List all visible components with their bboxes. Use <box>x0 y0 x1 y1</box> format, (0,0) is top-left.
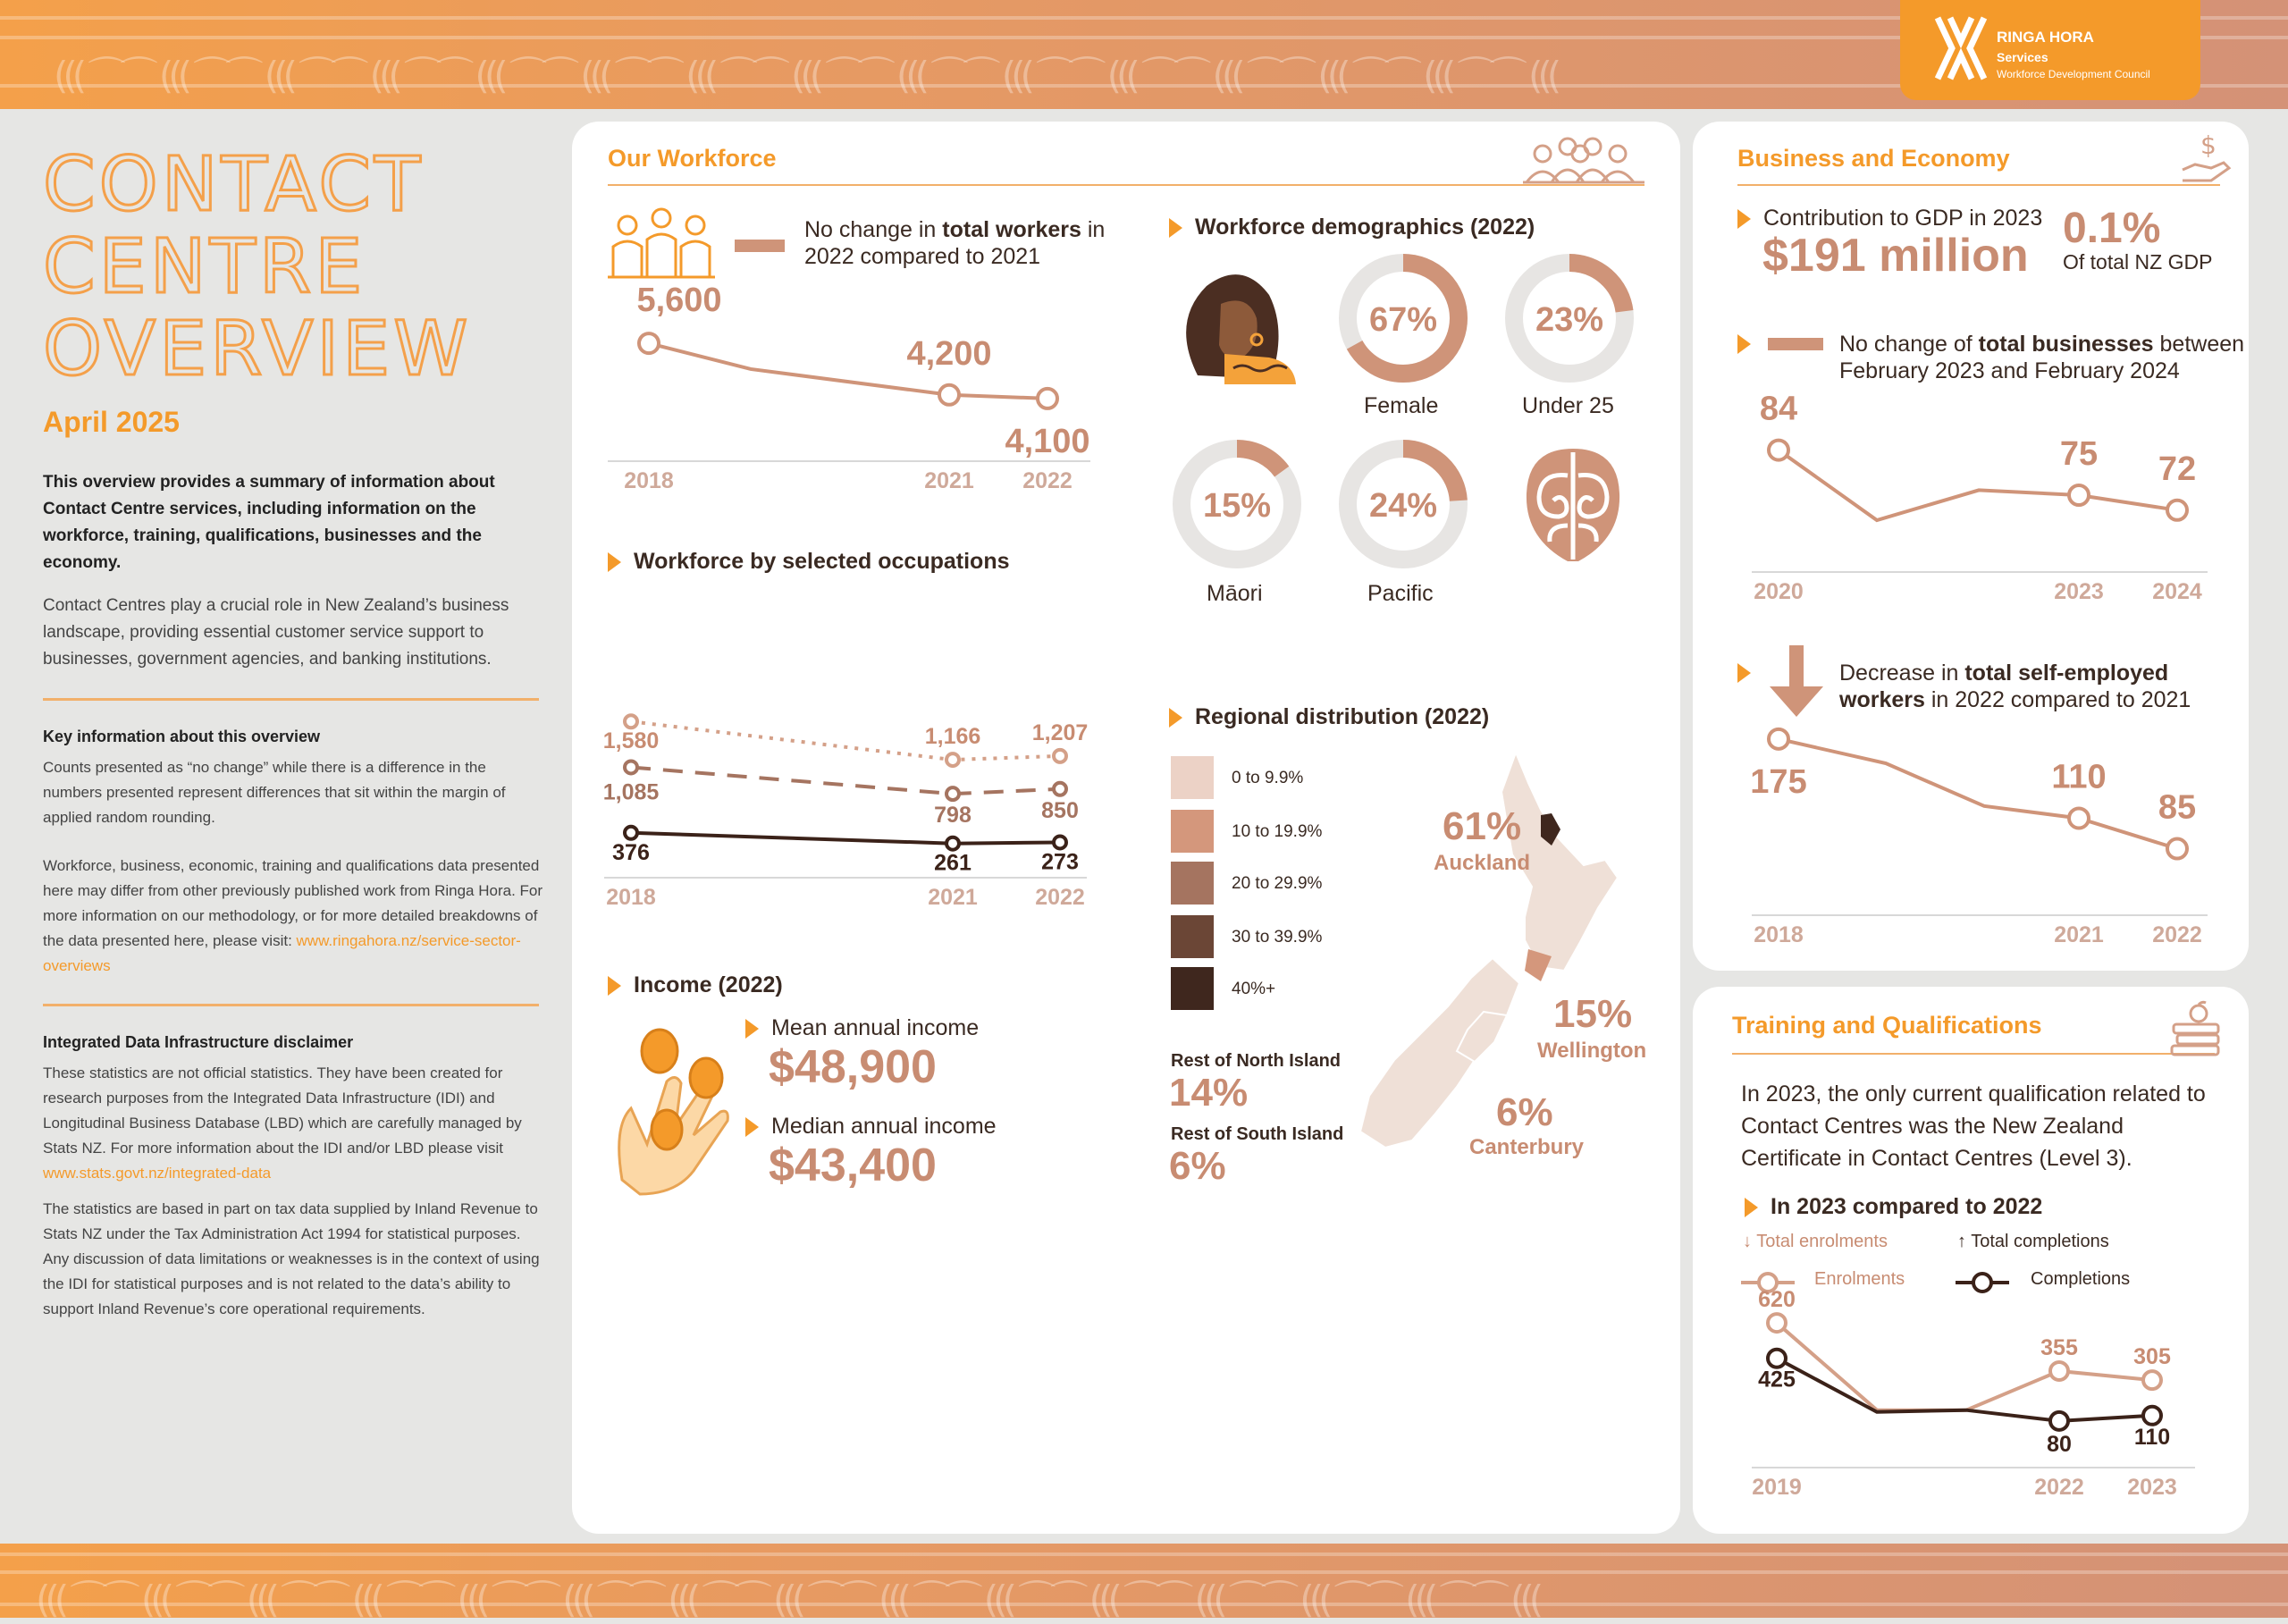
data-label: 620 <box>1758 1287 1796 1313</box>
businesses-change-text: No change of total businesses between February 2023 and February 2024 <box>1839 332 2245 383</box>
koru-icon <box>1519 440 1627 565</box>
series-line <box>631 721 1060 760</box>
data-label: 4,100 <box>1005 422 1090 460</box>
rest-south-label: Rest of South Island <box>1171 1124 1344 1144</box>
donut-value: 23% <box>1535 301 1604 339</box>
mean-income-label: Mean annual income <box>745 1015 979 1041</box>
canterbury-value: 6% <box>1496 1090 1553 1134</box>
wellington-label: Wellington <box>1537 1039 1647 1063</box>
training-chart <box>1734 1287 2216 1500</box>
data-point <box>2050 1412 2068 1430</box>
donut-label-pacific: Pacific <box>1367 581 1434 606</box>
data-point <box>2167 501 2187 520</box>
org-desc: Workforce Development Council <box>1997 68 2150 80</box>
bullet-icon <box>1737 334 1751 354</box>
no-change-dash-icon <box>1768 338 1823 350</box>
legend-label-2: 20 to 29.9% <box>1232 874 1323 893</box>
rest-south-value: 6% <box>1169 1144 1226 1188</box>
demographics-donuts <box>1162 250 1662 626</box>
no-change-dash-icon <box>735 240 785 252</box>
series-line <box>1779 739 2177 849</box>
data-label: 850 <box>1041 797 1079 823</box>
org-sub: Services <box>1997 50 2048 64</box>
x-tick-label: 2023 <box>2127 1475 2177 1500</box>
mean-income-value: $48,900 <box>769 1041 937 1093</box>
data-point <box>625 761 637 773</box>
x-tick-label: 2019 <box>1752 1475 1802 1500</box>
completions-legend-marker <box>1956 1269 2009 1296</box>
completions-legend-label: Completions <box>2031 1269 2131 1289</box>
x-tick-label: 2022 <box>1035 885 1085 910</box>
coins-hand-icon <box>604 1019 747 1198</box>
data-label: 80 <box>2047 1431 2072 1457</box>
data-label: 355 <box>2040 1334 2078 1360</box>
data-label: 425 <box>1758 1367 1796 1393</box>
data-point <box>946 753 959 766</box>
ringa-hora-logo-icon <box>1932 14 1989 82</box>
data-point <box>1054 750 1066 762</box>
data-label: 72 <box>2158 450 2197 488</box>
data-point <box>1054 783 1066 795</box>
x-tick-label: 2018 <box>606 885 656 910</box>
idi-text-2: The statistics are based in part on tax data supplied by Inland Revenue to Stats NZ under the Tax Administration Act 1994 for statistical purposes. Any discussion of data limitations or weaknesses is in the context of using the IDI for statistical purposes and is not related to the data’s ability to support Inland Revenue’s core operational requirements. <box>43 1200 540 1317</box>
rest-north-label: Rest of North Island <box>1171 1051 1342 1071</box>
left-column <box>43 140 543 1322</box>
data-label: 1,085 <box>602 779 660 805</box>
legend-swatch-4 <box>1171 967 1214 1010</box>
books-apple-icon <box>2168 1001 2224 1056</box>
legend-label-4: 40%+ <box>1232 980 1276 998</box>
heading-rule <box>1737 184 2220 186</box>
gdp-label: Contribution to GDP in 2023 <box>1737 206 2042 231</box>
median-income-label: Median annual income <box>745 1114 997 1140</box>
data-point <box>1769 729 1788 749</box>
enrolments-legend-label: Enrolments <box>1814 1269 1905 1289</box>
data-point <box>1768 1350 1786 1367</box>
data-label: 1,166 <box>924 724 981 750</box>
income-heading: Income (2022) <box>608 972 783 998</box>
idi-heading: Integrated Data Infrastructure disclaimer <box>43 1033 354 1051</box>
bullet-icon <box>1737 663 1751 683</box>
donut-label-under25: Under 25 <box>1522 393 1614 418</box>
data-point <box>946 837 959 850</box>
data-point <box>2143 1371 2161 1389</box>
training-heading: Training and Qualifications <box>1732 1012 2042 1039</box>
legend-swatch-3 <box>1171 915 1214 958</box>
data-label: 4,200 <box>906 334 992 373</box>
gdp-value: $191 million <box>1762 230 2029 282</box>
x-tick-label: 2022 <box>2152 922 2202 947</box>
decrease-arrow-icon <box>1768 645 1825 719</box>
legend-label-1: 10 to 19.9% <box>1232 822 1323 841</box>
data-point <box>939 385 959 405</box>
x-tick-label: 2020 <box>1754 579 1804 604</box>
legend-label-0: 0 to 9.9% <box>1232 769 1304 787</box>
data-label: 85 <box>2158 788 2197 827</box>
self-employed-change-text: Decrease in total self-employed workers in 2022 compared to 2021 <box>1839 661 2191 712</box>
self-employed-chart <box>1734 715 2216 947</box>
org-name: RINGA HORA <box>1997 29 2094 46</box>
enrolments-change: ↓ Total enrolments <box>1743 1232 1888 1251</box>
report-date: April 2025 <box>43 406 180 438</box>
data-point <box>946 787 959 800</box>
demographics-heading: Workforce demographics (2022) <box>1169 215 1535 240</box>
auckland-value: 61% <box>1443 804 1522 848</box>
occupations-heading: Workforce by selected occupations <box>608 549 1010 575</box>
compare-heading: In 2023 compared to 2022 <box>1745 1194 2042 1220</box>
people-group-icon <box>1523 134 1644 184</box>
data-point <box>2069 485 2089 505</box>
series-line <box>1779 450 2177 520</box>
legend-swatch-0 <box>1171 756 1214 799</box>
series-line <box>631 833 1060 844</box>
x-tick-label: 2018 <box>624 468 674 493</box>
page-title: CONTACT CENTRE OVERVIEW <box>43 140 472 392</box>
donut-value: 15% <box>1202 487 1272 525</box>
series-line <box>1777 1323 2152 1410</box>
data-point <box>1054 836 1066 848</box>
regional-heading: Regional distribution (2022) <box>1169 704 1489 730</box>
x-tick-label: 2021 <box>924 468 974 493</box>
gdp-share-value: 0.1% <box>2063 205 2161 252</box>
data-point <box>2143 1407 2161 1425</box>
x-tick-label: 2023 <box>2054 579 2104 604</box>
x-tick-label: 2021 <box>928 885 978 910</box>
key-info-text-1: Counts presented as “no change” while there is a difference in the numbers presented represent differences that sit within the margin of applied random rounding. <box>43 759 506 826</box>
methodology-link[interactable]: www.ringahora.nz/service-sector-overviews <box>43 932 521 974</box>
legend-swatch-2 <box>1171 862 1214 905</box>
wellington-value: 15% <box>1553 992 1633 1036</box>
completions-change: ↑ Total completions <box>1957 1232 2109 1251</box>
data-label: 305 <box>2133 1344 2171 1370</box>
money-hand-icon <box>2181 129 2231 186</box>
data-label: 376 <box>612 839 650 865</box>
divider <box>43 698 539 701</box>
idi-text-1: These statistics are not official statistics. They have been created for research purposes from the Integrated Data Infrastructure (IDI) and Longitudinal Business Database (LBD) which are carefully managed by Stats NZ. For more information about the IDI and/or LBD please visit www.stats.govt.nz/integrated-data <box>43 1064 522 1182</box>
series-line <box>631 767 1060 794</box>
data-label: 1,580 <box>602 728 660 754</box>
legend-label-3: 30 to 39.9% <box>1232 928 1323 947</box>
auckland-label: Auckland <box>1434 851 1531 875</box>
data-label: 5,600 <box>636 282 722 320</box>
key-info-text-2: Workforce, business, economic, training and qualifications data presented here may differ from other previously published work from Ringa Hora. For more information on our methodology, or for more detailed breakdowns of the data presented here, please visit: www.ringahora.nz/service-sector-overviews <box>43 857 543 974</box>
gdp-share-label: Of total NZ GDP <box>2063 250 2213 273</box>
ringa-hora-logo <box>1900 0 2200 100</box>
donut-label-maori: Māori <box>1207 581 1263 606</box>
donut-value: 24% <box>1368 487 1438 525</box>
data-point <box>2167 839 2187 859</box>
data-label: 261 <box>934 850 972 876</box>
median-income-value: $43,400 <box>769 1140 937 1191</box>
data-point <box>639 333 659 353</box>
data-point <box>2069 808 2089 828</box>
data-point <box>1768 1314 1786 1332</box>
intro-summary: This overview provides a summary of information about Contact Centre services, including information on the workforce, training, qualifications, businesses and the economy. <box>43 473 495 572</box>
data-label: 798 <box>934 803 972 829</box>
down-arrow-icon: ↓ <box>1743 1232 1752 1251</box>
total-workers-chart <box>608 282 1108 501</box>
businesses-chart <box>1734 390 2216 617</box>
donut-label-female: Female <box>1364 393 1439 418</box>
key-info-heading: Key information about this overview <box>43 728 321 745</box>
up-arrow-icon: ↑ <box>1957 1232 1966 1251</box>
footer-band: ((( ⌒⌒ ((( ⌒⌒ ((( ⌒⌒ ((( ⌒⌒ ((( ⌒⌒ ((( ⌒⌒ ((( ⌒⌒ ((( ⌒⌒ ((( ⌒⌒ ((( ⌒⌒ ((( ⌒⌒ ((( ⌒⌒ ((( ⌒⌒ ((( ⌒⌒ ((( <box>0 1544 2288 1618</box>
data-label: 110 <box>2051 758 2107 796</box>
x-tick-label: 2022 <box>2034 1475 2084 1500</box>
workforce-heading: Our Workforce <box>608 145 777 172</box>
heading-rule <box>1732 1053 2215 1055</box>
data-label: 273 <box>1041 849 1079 875</box>
legend-swatch-1 <box>1171 810 1214 853</box>
canterbury-label: Canterbury <box>1469 1135 1585 1159</box>
x-tick-label: 2018 <box>1754 922 1804 947</box>
header-band: ((( ⌒⌒ ((( ⌒⌒ ((( ⌒⌒ ((( ⌒⌒ ((( ⌒⌒ ((( ⌒⌒ ((( ⌒⌒ ((( ⌒⌒ ((( ⌒⌒ ((( ⌒⌒ ((( ⌒⌒ ((( ⌒⌒ ((( ⌒⌒ ((( ⌒⌒ ((( <box>0 0 2288 109</box>
donut-value: 67% <box>1368 301 1438 339</box>
data-label: 175 <box>1750 762 1807 801</box>
data-label: 75 <box>2059 435 2099 473</box>
data-label: 1,207 <box>1031 719 1089 745</box>
svg-text:$: $ <box>2200 130 2216 160</box>
workers-change-text: No change in total workers in 2022 compared to 2021 <box>804 217 1106 269</box>
x-tick-label: 2021 <box>2054 922 2104 947</box>
data-point <box>1769 441 1788 460</box>
heading-rule <box>608 184 1644 186</box>
series-line <box>1777 1359 2152 1421</box>
x-tick-label: 2022 <box>1022 468 1072 493</box>
workers-icon <box>608 207 715 279</box>
intro-text: Contact Centres play a crucial role in New Zealand’s business landscape, providing essential customer service support to businesses, government agencies, and banking institutions. <box>43 596 509 669</box>
x-tick-label: 2024 <box>2152 579 2202 604</box>
training-text: In 2023, the only current qualification related to Contact Centres was the New Zealand Certificate in Contact Centres (Level 3). <box>1741 1081 2206 1171</box>
data-label: 110 <box>2133 1424 2171 1450</box>
stats-link[interactable]: www.stats.govt.nz/integrated-data <box>43 1165 272 1182</box>
data-point <box>1038 389 1057 408</box>
rest-north-value: 14% <box>1169 1071 1249 1115</box>
divider <box>43 1004 539 1006</box>
data-point <box>2050 1362 2068 1380</box>
occupations-chart <box>604 581 1105 921</box>
data-point <box>625 715 637 728</box>
data-point <box>625 827 637 839</box>
business-heading: Business and Economy <box>1737 145 2010 172</box>
data-label: 84 <box>1759 390 1798 428</box>
